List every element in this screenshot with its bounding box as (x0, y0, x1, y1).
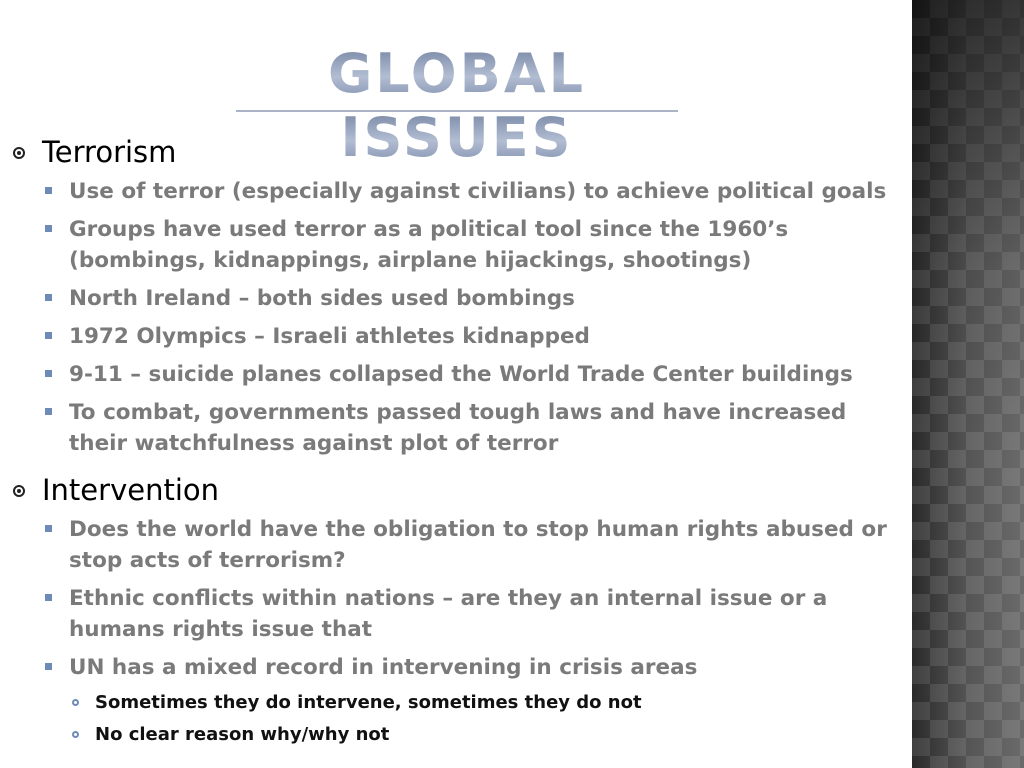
section-heading-intervention (0, 472, 905, 508)
bullet-item (0, 652, 905, 683)
section-heading-text: Intervention (42, 473, 220, 507)
bullet-item (0, 514, 905, 576)
section-heading-text: Terrorism (42, 135, 177, 169)
bullet-text: Does the world have the obligation to stop human rights abused or stop acts of terrorism? (69, 517, 887, 573)
bullet-text: Ethnic conflicts within nations – are they an internal issue or a humans rights issue that (69, 586, 828, 642)
bullet-text: UN has a mixed record in intervening in crisis areas (69, 655, 698, 680)
bullet-item (0, 176, 905, 207)
round-bullet-icon (13, 147, 25, 159)
circle-bullet-icon (72, 731, 79, 738)
bullet-item (0, 359, 905, 390)
bullet-text: Groups have used terror as a political tool since the 1960’s (bombings, kidnappings, airplane hijackings, shootings) (69, 217, 789, 273)
square-bullet-icon (45, 294, 52, 301)
bullet-item (0, 397, 905, 459)
bullet-item (0, 214, 905, 276)
square-bullet-icon (45, 187, 52, 194)
square-bullet-icon (45, 525, 52, 532)
square-bullet-icon (45, 225, 52, 232)
square-bullet-icon (45, 370, 52, 377)
square-bullet-icon (45, 408, 52, 415)
bullet-text: To combat, governments passed tough laws and have increased their watchfulness against plot of terror (69, 400, 847, 456)
square-bullet-icon (45, 594, 52, 601)
sub-bullet-text: Sometimes they do intervene, sometimes they do not (95, 692, 642, 713)
sub-bullet-item (0, 690, 905, 716)
title-container (236, 42, 678, 169)
square-bullet-icon (45, 332, 52, 339)
bullet-text: Use of terror (especially against civilians) to achieve political goals (69, 179, 887, 204)
bullet-text: 1972 Olympics – Israeli athletes kidnapped (69, 324, 590, 349)
bullet-item (0, 321, 905, 352)
sub-bullet-text: No clear reason why/why not (95, 724, 390, 745)
slide-title: GLOBAL ISSUES (327, 42, 587, 169)
section-heading-terrorism (0, 134, 905, 170)
bullet-item (0, 583, 905, 645)
bullet-text: 9-11 – suicide planes collapsed the World Trade Center buildings (69, 362, 853, 387)
sub-bullet-item (0, 722, 905, 748)
decorative-side-panel (912, 0, 1024, 768)
square-bullet-icon (45, 663, 52, 670)
bullet-item (0, 283, 905, 314)
slide-content (0, 134, 905, 754)
bullet-text: North Ireland – both sides used bombings (69, 286, 575, 311)
circle-bullet-icon (72, 699, 79, 706)
round-bullet-icon (13, 485, 25, 497)
